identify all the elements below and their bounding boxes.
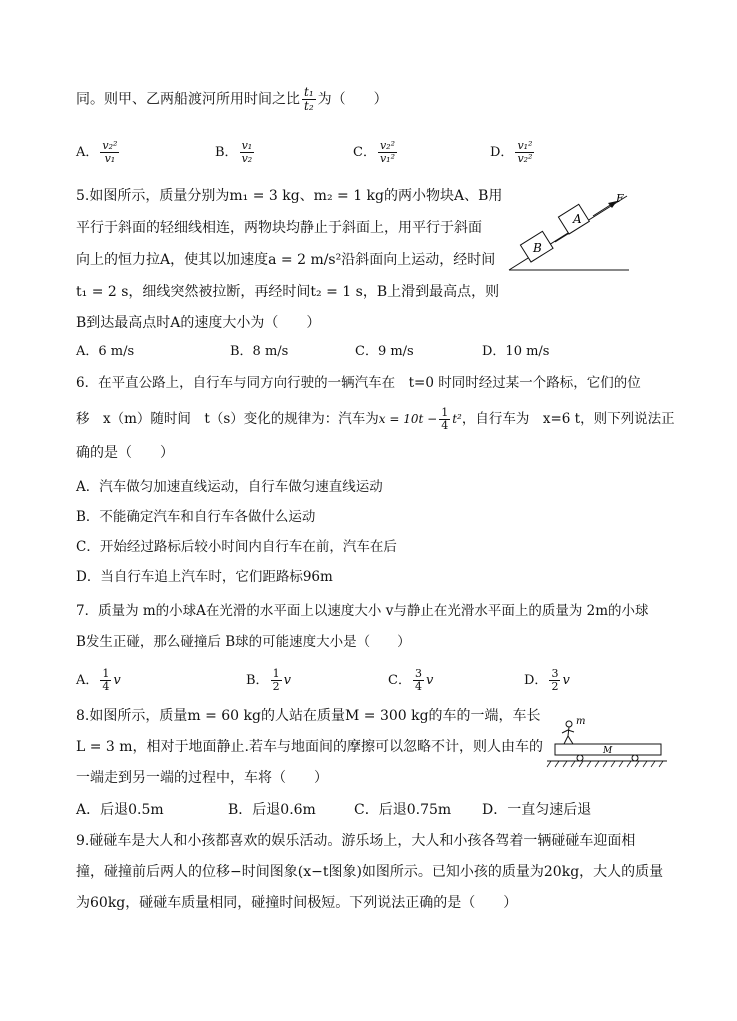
q5-line-4: t₁ = 2 s，细线突然被拉断，再经时间t₂ = 1 s，B上滑到最高点，则 — [76, 284, 500, 300]
q8-cart-figure — [545, 713, 670, 771]
q7-line-1: 7．质量为 m的小球A在光滑的水平面上以速度大小 v与静止在光滑水平面上的质量为 2m的小球 — [76, 603, 649, 619]
cart-wheel-left — [577, 755, 583, 761]
q4-option-b[interactable]: B． $\frac{\text{v₁}}{\text{v₂}}$ — [215, 139, 253, 165]
q6-car-fraction: $\frac{1}{4}$ — [441, 406, 449, 432]
q9-line-1: 9.碰碰车是大人和小孩都喜欢的娱乐活动。游乐场上，大人和小孩各驾着一辆碰碰车迎面相 — [76, 833, 636, 849]
person-body — [568, 727, 569, 736]
q6-option-a[interactable]: A．汽车做匀加速直线运动，自行车做匀速直线运动 — [76, 479, 383, 495]
q4-ratio-fraction: $\frac{\text{t₁}}{\text{t₂}}$ — [304, 85, 314, 113]
person-head — [566, 721, 572, 727]
q5-incline-figure — [505, 190, 635, 275]
person-label: m — [576, 716, 586, 727]
q5-option-a[interactable]: A．6 m/s — [76, 344, 135, 359]
q5-option-c[interactable]: C．9 m/s — [355, 344, 414, 359]
q5-line-5: B到达最高点时A的速度大小为（ ） — [76, 315, 321, 331]
q5-option-b[interactable]: B．8 m/s — [230, 344, 289, 359]
q9-line-2: 撞，碰撞前后两人的位移−时间图象(x−t图象)如图所示。已知小孩的质量为20kg，大人的质量 — [76, 864, 664, 880]
q8-option-a[interactable]: A．后退0.5m — [76, 802, 164, 818]
q7-line-2: B发生正碰，那么碰撞后 B球的可能速度大小是（ ） — [76, 634, 411, 650]
q4-stem — [76, 86, 388, 113]
q6-line-2: 移 x（m）随时间 t（s）变化的规律为：汽车为x = 10t − $\frac{1}{4}$ t²，自行车为 x=6 t，则下列说法正 — [76, 406, 675, 432]
q8-line-1: 8.如图所示，质量m = 60 kg的人站在质量M = 300 kg的车的一端，车长 — [76, 708, 541, 724]
q4-option-d[interactable]: D． $\frac{\text{v₁²}}{\text{v₂²}}$ — [490, 139, 533, 165]
q8-option-d[interactable]: D．一直匀速后退 — [482, 802, 592, 818]
q8-option-c[interactable]: C．后退0.75m — [354, 802, 452, 818]
q6-option-d[interactable]: D．当自行车追上汽车时，它们距路标96m — [76, 569, 333, 585]
q7-option-b[interactable]: B． $\frac{1}{2}$ v — [246, 667, 291, 693]
cart-wheel-right — [632, 755, 638, 761]
q7-option-c[interactable]: C． $\frac{3}{4}$ v — [388, 667, 434, 693]
q8-line-3: 一端走到另一端的过程中，车将（ ） — [76, 770, 328, 786]
q6-option-b[interactable]: B．不能确定汽车和自行车各做什么运动 — [76, 509, 316, 525]
q7-option-d[interactable]: D． $\frac{3}{2}$ v — [524, 667, 570, 693]
q6-option-c[interactable]: C．开始经过路标后较小时间内自行车在前，汽车在后 — [76, 539, 397, 555]
q4-text-before: 同。则甲、乙两船渡河所用时间之比 — [76, 91, 300, 108]
ground-hatching — [547, 761, 663, 767]
q8-line-2: L = 3 m，相对于地面静止.若车与地面间的摩擦可以忽略不计，则人由车的 — [76, 739, 544, 755]
q4-text-after: 为（ ） — [317, 91, 388, 108]
q5-line-3: 向上的恒力拉A，使其以加速度a = 2 m/s²沿斜面向上运动，经时间 — [76, 252, 496, 268]
force-label: F — [616, 192, 624, 205]
q5-line-2: 平行于斜面的轻细线相连，两物块均静止于斜面上，用平行于斜面 — [76, 220, 482, 236]
cart-label: M — [603, 746, 613, 756]
q6-line-3: 确的是（ ） — [76, 445, 174, 461]
q7-option-a[interactable]: A． $\frac{1}{4}$ v — [76, 667, 121, 693]
q4-option-c[interactable]: C． $\frac{\text{v₂²}}{\text{v₁²}}$ — [353, 139, 395, 165]
block-b-label: B — [533, 241, 542, 255]
q5-line-1: 5.如图所示，质量分别为m₁ = 3 kg、m₂ = 1 kg的两小物块A、B用 — [76, 188, 503, 204]
block-a-label: A — [573, 212, 582, 226]
q6-line-1: 6．在平直公路上，自行车与同方向行驶的一辆汽车在 t=0 时同时经过某一个路标，它们的位 — [76, 375, 641, 391]
q8-option-b[interactable]: B．后退0.6m — [228, 802, 316, 818]
q4-option-a[interactable]: A． $\frac{\text{v₂²}}{\text{v₁}}$ — [76, 139, 118, 165]
q5-option-d[interactable]: D．10 m/s — [482, 344, 550, 359]
q9-line-3: 为60kg，碰碰车质量相同，碰撞时间极短。下列说法正确的是（ ） — [76, 895, 518, 911]
